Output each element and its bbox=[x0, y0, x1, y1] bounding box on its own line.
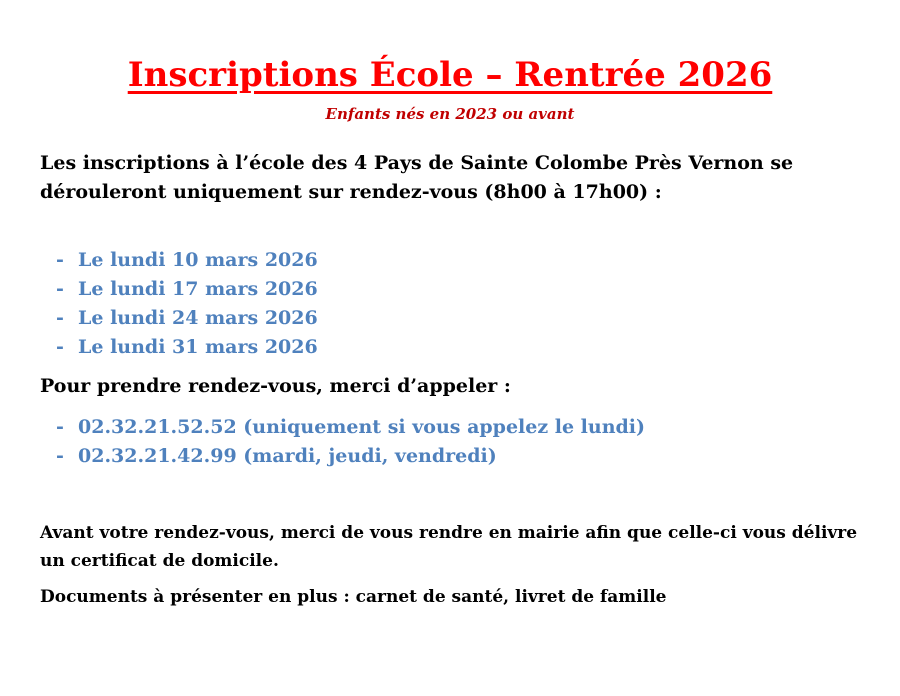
date-item: Le lundi 24 mars 2026 bbox=[78, 307, 318, 329]
appointment-heading: Pour prendre rendez-vous, merci d’appeler : bbox=[40, 375, 511, 397]
list-item bbox=[56, 246, 318, 275]
list-item bbox=[56, 333, 318, 362]
bullet-dash: - bbox=[56, 336, 64, 358]
phone-list bbox=[56, 413, 645, 471]
list-item bbox=[56, 304, 318, 333]
date-item: Le lundi 17 mars 2026 bbox=[78, 278, 318, 300]
bullet-dash: - bbox=[56, 307, 64, 329]
bullet-dash: - bbox=[56, 445, 64, 467]
bullet-dash: - bbox=[56, 278, 64, 300]
list-item bbox=[56, 442, 645, 471]
bullet-dash: - bbox=[56, 249, 64, 271]
intro-paragraph: Les inscriptions à l’école des 4 Pays de Sainte Colombe Près Vernon se dérouleront uniquement sur rendez-vous (8h00 à 17h00) : bbox=[40, 152, 794, 203]
bullet-dash: - bbox=[56, 416, 64, 438]
phone-item: 02.32.21.52.52 (uniquement si vous appelez le lundi) bbox=[78, 416, 646, 438]
phone-item: 02.32.21.42.99 (mardi, jeudi, vendredi) bbox=[78, 445, 497, 467]
page-subtitle: Enfants nés en 2023 ou avant bbox=[325, 105, 575, 123]
documents-paragraph: Documents à présenter en plus : carnet de santé, livret de famille bbox=[40, 587, 667, 607]
list-item bbox=[56, 275, 318, 304]
date-item: Le lundi 31 mars 2026 bbox=[78, 336, 318, 358]
list-item bbox=[56, 413, 645, 442]
prerequisite-paragraph: Avant votre rendez-vous, merci de vous rendre en mairie afin que celle-ci vous délivre un certificat de domicile. bbox=[40, 523, 858, 571]
appointment-dates-list bbox=[56, 246, 318, 362]
date-item: Le lundi 10 mars 2026 bbox=[78, 249, 318, 271]
page-title: Inscriptions École – Rentrée 2026 bbox=[127, 55, 773, 95]
